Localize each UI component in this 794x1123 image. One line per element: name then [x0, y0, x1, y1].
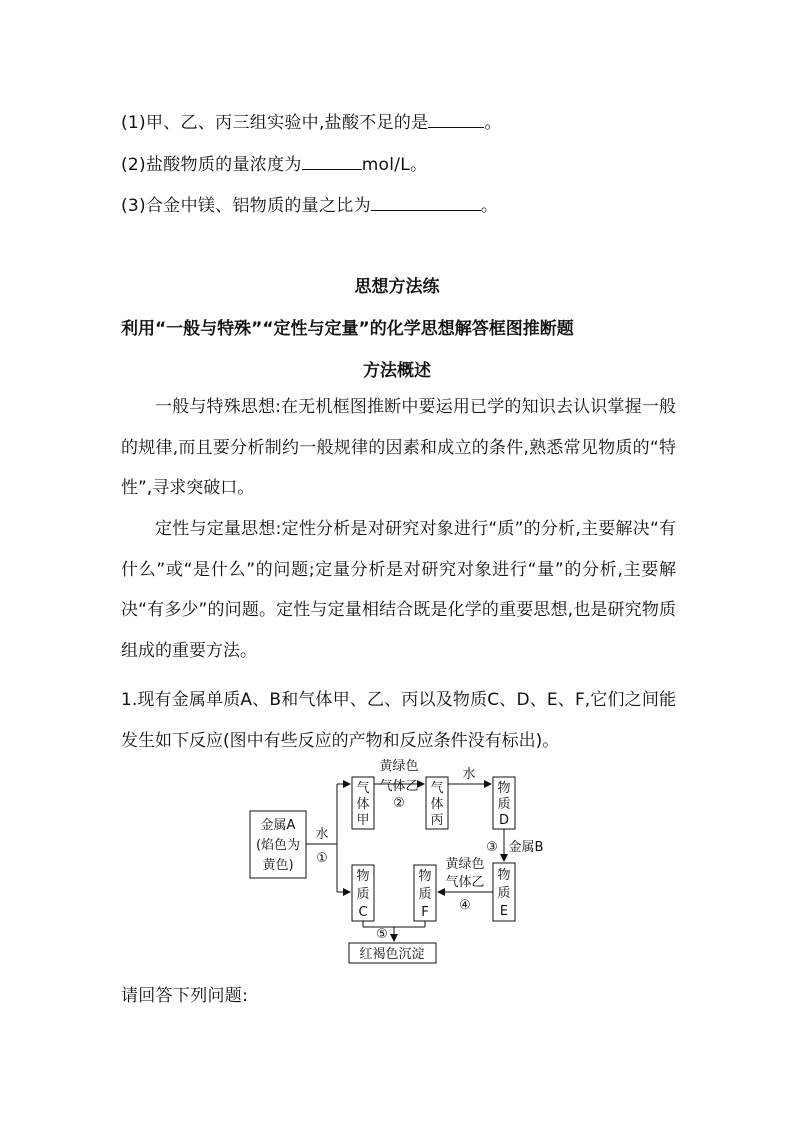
substance-f-char-3: F: [421, 905, 429, 920]
yellow-green-label-bottom: 黄绿色: [445, 857, 485, 872]
substance-d-char-1: 物: [497, 781, 511, 796]
paragraph-qualitative-quantitative: 定性与定量思想:定性分析是对研究对象进行“质”的分析,主要解决“有什么”或“是什么”的问题;定量分析是对研究对象进行“量”的分析,主要解决“有多少”的问题。定性与定量相结合既是化学的重要思想,也是研究物质组成的重要方法。: [121, 519, 676, 661]
precipitate-label: 红褐色沉淀: [359, 947, 425, 962]
metal-b-label: 金属B: [508, 840, 544, 855]
answer-blank-2[interactable]: [302, 155, 362, 170]
substance-c-char-3: C: [358, 905, 368, 920]
paragraph-general-special: 一般与特殊思想:在无机框图推断中要运用已学的知识去认识掌握一般的规律,而且要分析制约一般规律的因素和成立的条件,熟悉常见物质的“特性”,寻求突破口。: [121, 397, 676, 498]
question-2: [121, 150, 427, 175]
step-3-marker: ③: [486, 840, 498, 855]
step-1-marker: ①: [316, 851, 328, 866]
gas-bing-char-2: 体: [430, 797, 444, 812]
substance-f-char-2: 质: [418, 887, 432, 902]
substance-e-char-1: 物: [497, 868, 511, 883]
gas-jia-char-3: 甲: [356, 813, 370, 828]
gas-bing-char-1: 气: [430, 781, 444, 796]
water-label-1: 水: [315, 827, 329, 842]
question-2-end: mol/L。: [361, 155, 428, 175]
question-1-end: 。: [484, 113, 502, 133]
reaction-flow-diagram: [0, 755, 794, 985]
problem-1-text: 1.现有金属单质A、B和气体甲、乙、丙以及物质C、D、E、F,它们之间能发生如下反应(图中有些反应的产物和反应条件没有标出)。: [121, 690, 676, 751]
substance-d-char-3: D: [498, 813, 510, 828]
section-subtitle: 利用“一般与特殊”“定性与定量”的化学思想解答框图推断题: [121, 319, 574, 339]
gas-bing-char-3: 丙: [430, 813, 444, 828]
question-3-text: (3)合金中镁、铝物质的量之比为: [121, 196, 371, 216]
yellow-green-label-top: 黄绿色: [379, 759, 419, 774]
section-title: 思想方法练: [354, 277, 440, 297]
substance-e-char-3: E: [499, 904, 509, 919]
question-1: [121, 108, 502, 133]
overview-title: 方法概述: [363, 361, 431, 381]
gas-jia-char-2: 体: [356, 797, 370, 812]
question-3-end: 。: [480, 196, 499, 216]
substance-f-char-1: 物: [418, 869, 432, 884]
question-3: [121, 191, 498, 216]
substance-c-char-2: 质: [356, 887, 370, 902]
water-label-2: 水: [462, 767, 476, 782]
metal-a-label: 金属A: [260, 818, 296, 833]
answer-blank-3[interactable]: [371, 196, 481, 211]
substance-c-char-1: 物: [356, 869, 370, 884]
step-5-marker: ⑤: [376, 927, 388, 942]
question-2-text: (2)盐酸物质的量浓度为: [121, 155, 302, 175]
metal-a-color: 黄色): [262, 858, 294, 873]
answer-blank-1[interactable]: [428, 113, 484, 128]
metal-a-flame: (焰色为: [255, 838, 301, 853]
question-1-text: (1)甲、乙、丙三组实验中,盐酸不足的是: [121, 113, 429, 133]
gas-jia-char-1: 气: [356, 781, 370, 796]
substance-e-char-2: 质: [497, 886, 511, 901]
gas-yi-label-bottom: 气体乙: [445, 875, 485, 890]
substance-d-char-2: 质: [497, 797, 511, 812]
step-2-marker: ②: [393, 796, 405, 811]
gas-yi-label-top: 气体乙: [379, 779, 419, 794]
step-4-marker: ④: [459, 898, 471, 913]
ask-text: 请回答下列问题:: [121, 986, 249, 1006]
